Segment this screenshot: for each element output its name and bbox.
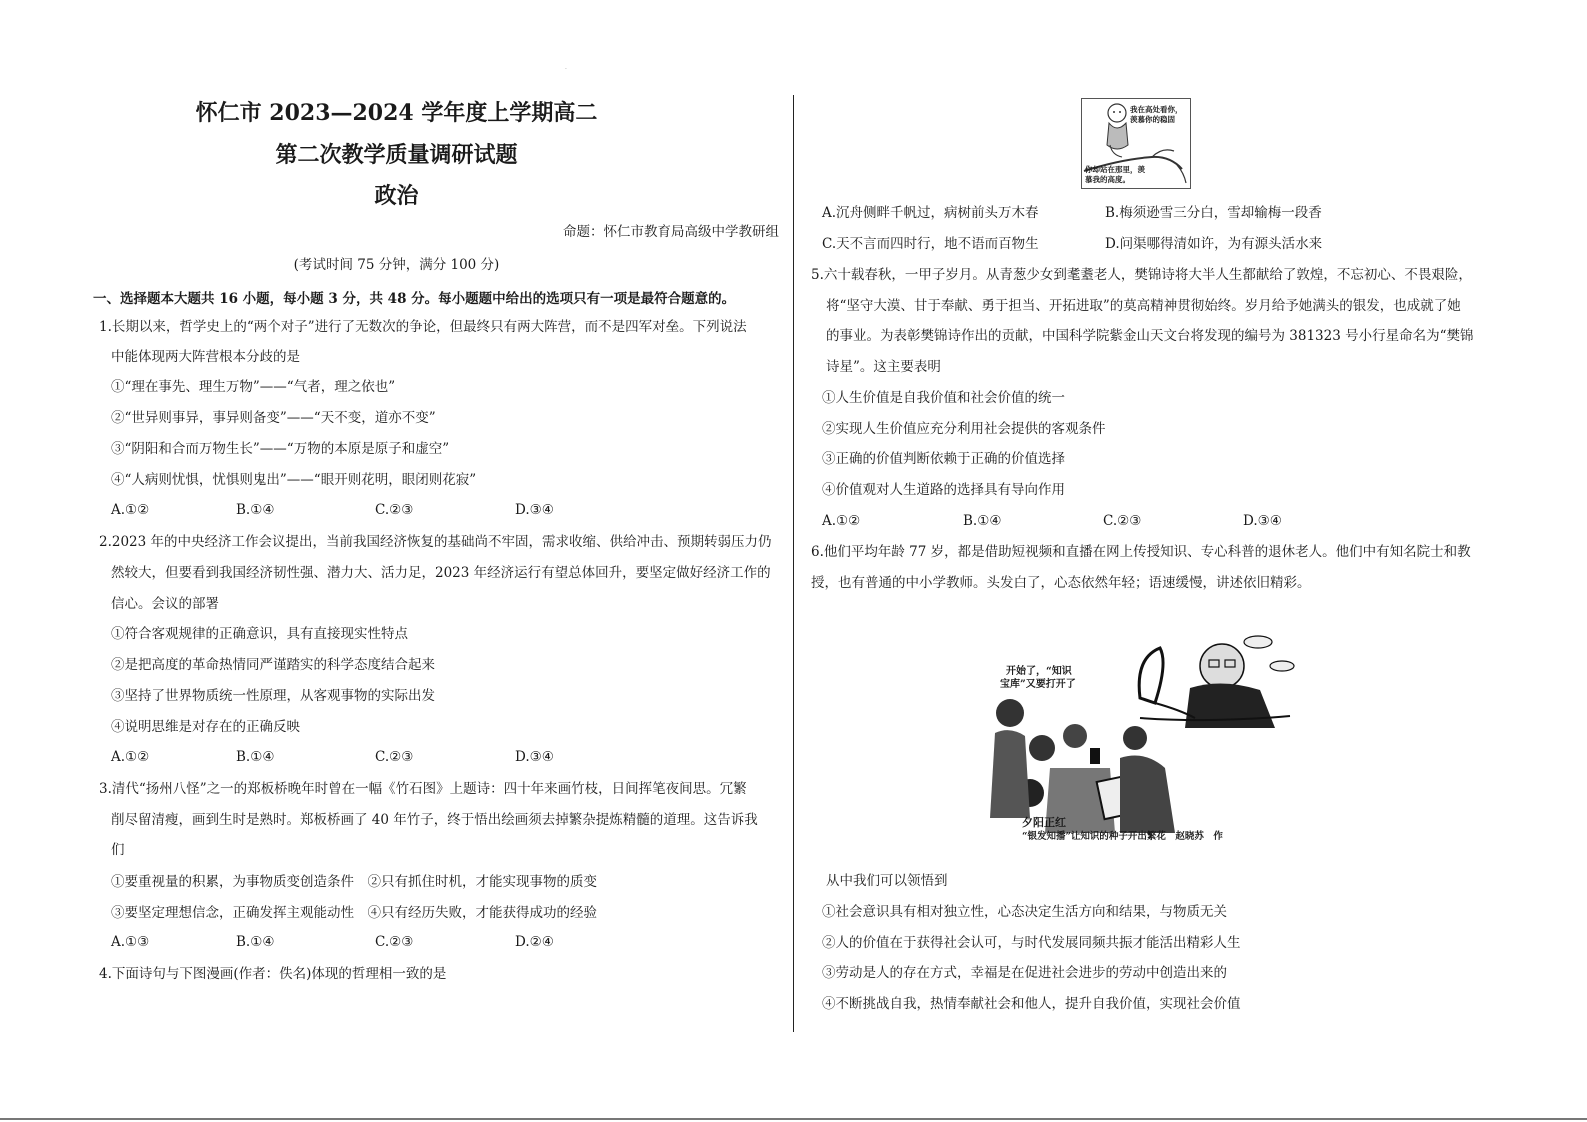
q2-item: ①符合客观规律的正确意识，具有直接现实性特点 bbox=[111, 626, 408, 642]
q1-item: ①“理在事先、理生万物”——“气者，理之依也” bbox=[111, 379, 396, 395]
q2-item: ③坚持了世界物质统一性原理，从客观事物的实际出发 bbox=[111, 688, 435, 704]
q1-item: ④“人病则忧惧，忧惧则鬼出”——“眼开则花明，眼闭则花寂” bbox=[111, 472, 477, 488]
q5-option-c: C.②③ bbox=[1103, 513, 1142, 529]
column-divider bbox=[793, 95, 794, 1032]
q5-option-a: A.①② bbox=[822, 513, 861, 529]
page-bottom-border bbox=[0, 1118, 1587, 1120]
author-line: 命题：怀仁市教育局高级中学教研组 bbox=[563, 224, 779, 240]
q2-option-b: B.①④ bbox=[236, 749, 275, 765]
q1-item: ②“世异则事异，事异则备变”——“天不变，道亦不变” bbox=[111, 410, 436, 426]
q5-item: ②实现人生价值应充分利用社会提供的客观条件 bbox=[822, 421, 1106, 437]
q6-item: ②人的价值在于获得社会认可，与时代发展同频共振才能活出精彩人生 bbox=[822, 935, 1241, 951]
q5-stem-line2: 将“坚守大漠、甘于奉献、勇于担当、开拓进取”的莫高精神贯彻始终。岁月给予她满头的银发，也成就了她 bbox=[826, 298, 1461, 314]
q6-lead: 从中我们可以领悟到 bbox=[826, 873, 948, 889]
subject-title: 政治 bbox=[374, 183, 419, 209]
q3-items-row2: ③要坚定理想信念，正确发挥主观能动性 ④只有经历失败，才能获得成功的经验 bbox=[111, 905, 597, 921]
q1-stem-line2: 中能体现两大阵营根本分歧的是 bbox=[111, 349, 300, 365]
q5-option-b: B.①④ bbox=[963, 513, 1002, 529]
q1-stem-line1: 1.长期以来，哲学史上的“两个对子”进行了无数次的争论，但最终只有两大阵营，而不是四军对垒。下列说法 bbox=[99, 319, 747, 335]
q2-item: ②是把高度的革命热情同严谨踏实的科学态度结合起来 bbox=[111, 657, 435, 673]
q4-option-d: D.问渠哪得清如许，为有源头活水来 bbox=[1105, 236, 1323, 252]
q3-stem-line2: 削尽留清瘦，画到生时是熟时。郑板桥画了 40 年竹子，终于悟出绘画须去掉繁杂提炼精髓的道理。这告诉我 bbox=[111, 812, 758, 828]
cartoon-speech-line1: 开始了，“知识 bbox=[1006, 666, 1072, 677]
q4-stem: 4.下面诗句与下图漫画(作者：佚名)体现的哲理相一致的是 bbox=[99, 966, 447, 982]
q3-option-b: B.①④ bbox=[236, 934, 275, 950]
title-line-1: 怀仁市 2023—2024 学年度上学期高二 bbox=[195, 100, 598, 126]
title-line-2: 第二次教学质量调研试题 bbox=[275, 142, 518, 168]
q6-item: ③劳动是人的存在方式，幸福是在促进社会进步的劳动中创造出来的 bbox=[822, 965, 1227, 981]
q5-stem-line1: 5.六十载春秋，一甲子岁月。从青葱少女到耄耋老人，樊锦诗将大半人生都献给了敦煌，不忘初心、不畏艰险， bbox=[811, 267, 1472, 283]
q5-stem-line3: 的事业。为表彰樊锦诗作出的贡献，中国科学院紫金山天文台将发现的编号为 381323 号小行星命名为“樊锦 bbox=[826, 328, 1474, 344]
q2-option-a: A.①② bbox=[111, 749, 150, 765]
scan-mark: · bbox=[565, 66, 567, 73]
q2-stem-line3: 信心。会议的部署 bbox=[111, 596, 219, 612]
q4-option-a: A.沉舟侧畔千帆过，病树前头万木春 bbox=[822, 205, 1039, 221]
q6-cartoon bbox=[990, 618, 1310, 852]
cartoon-text-bottom: 你却站在那里，羡慕我的高度。 bbox=[1085, 165, 1145, 184]
q1-item: ③“阴阳和合而万物生长”——“万物的本原是原子和虚空” bbox=[111, 441, 450, 457]
q5-stem-line4: 诗星”。这主要表明 bbox=[826, 359, 941, 375]
q6-stem-line1: 6.他们平均年龄 77 岁，都是借助短视频和直播在网上传授知识、专心科普的退休老人。他们中有知名院士和教 bbox=[811, 544, 1471, 560]
cartoon-caption-title: 夕阳正红 bbox=[1022, 816, 1066, 829]
q3-option-a: A.①③ bbox=[111, 934, 150, 950]
q3-option-d: D.②④ bbox=[515, 934, 554, 950]
q2-stem-line2: 然较大，但要看到我国经济韧性强、潜力大、活力足，2023 年经济运行有望总体回升，要坚定做好经济工作的 bbox=[111, 565, 771, 581]
q6-item: ①社会意识具有相对独立性，心态决定生活方向和结果，与物质无关 bbox=[822, 904, 1227, 920]
q4-cartoon bbox=[1081, 98, 1191, 189]
cartoon-speech-line2: 宝库”又要打开了 bbox=[1000, 679, 1076, 690]
q4-option-b: B.梅须逊雪三分白，雪却输梅一段香 bbox=[1105, 205, 1322, 221]
cartoon-caption-sub: “银发知播”让知识的种子开出繁花 赵晓苏 作 bbox=[1022, 831, 1223, 842]
q3-items-row1: ①要重视量的积累，为事物质变创造条件 ②只有抓住时机，才能实现事物的质变 bbox=[111, 874, 597, 890]
q3-stem-line3: 们 bbox=[111, 842, 125, 858]
q5-option-d: D.③④ bbox=[1243, 513, 1282, 529]
q5-item: ④价值观对人生道路的选择具有导向作用 bbox=[822, 482, 1065, 498]
q4-option-c: C.天不言而四时行，地不语而百物生 bbox=[822, 236, 1039, 252]
section-heading: 一、选择题本大题共 16 小题，每小题 3 分，共 48 分。每小题题中给出的选项只有一项是最符合题意的。 bbox=[93, 291, 736, 307]
q1-option-a: A.①② bbox=[111, 502, 150, 518]
q3-stem-line1: 3.清代“扬州八怪”之一的郑板桥晚年时曾在一幅《竹石图》上题诗：四十年来画竹枝，日间挥笔夜间思。冗繁 bbox=[99, 781, 747, 797]
q6-item: ④不断挑战自我，热情奉献社会和他人，提升自我价值，实现社会价值 bbox=[822, 996, 1241, 1012]
exam-info: (考试时间 75 分钟，满分 100 分) bbox=[293, 257, 500, 273]
q3-option-c: C.②③ bbox=[375, 934, 414, 950]
q6-stem-line2: 授，也有普通的中小学教师。头发白了，心态依然年轻；语速缓慢，讲述依旧精彩。 bbox=[811, 575, 1311, 591]
q1-option-b: B.①④ bbox=[236, 502, 275, 518]
q2-option-d: D.③④ bbox=[515, 749, 554, 765]
cartoon-text-top: 我在高处看你，羡慕你的稳固 bbox=[1130, 105, 1183, 124]
q1-option-d: D.③④ bbox=[515, 502, 554, 518]
q2-stem-line1: 2.2023 年的中央经济工作会议提出，当前我国经济恢复的基础尚不牢固，需求收缩、供给冲击、预期转弱压力仍 bbox=[99, 534, 772, 550]
q5-item: ①人生价值是自我价值和社会价值的统一 bbox=[822, 390, 1065, 406]
q1-option-c: C.②③ bbox=[375, 502, 414, 518]
q5-item: ③正确的价值判断依赖于正确的价值选择 bbox=[822, 451, 1065, 467]
q2-option-c: C.②③ bbox=[375, 749, 414, 765]
q2-item: ④说明思维是对存在的正确反映 bbox=[111, 719, 300, 735]
